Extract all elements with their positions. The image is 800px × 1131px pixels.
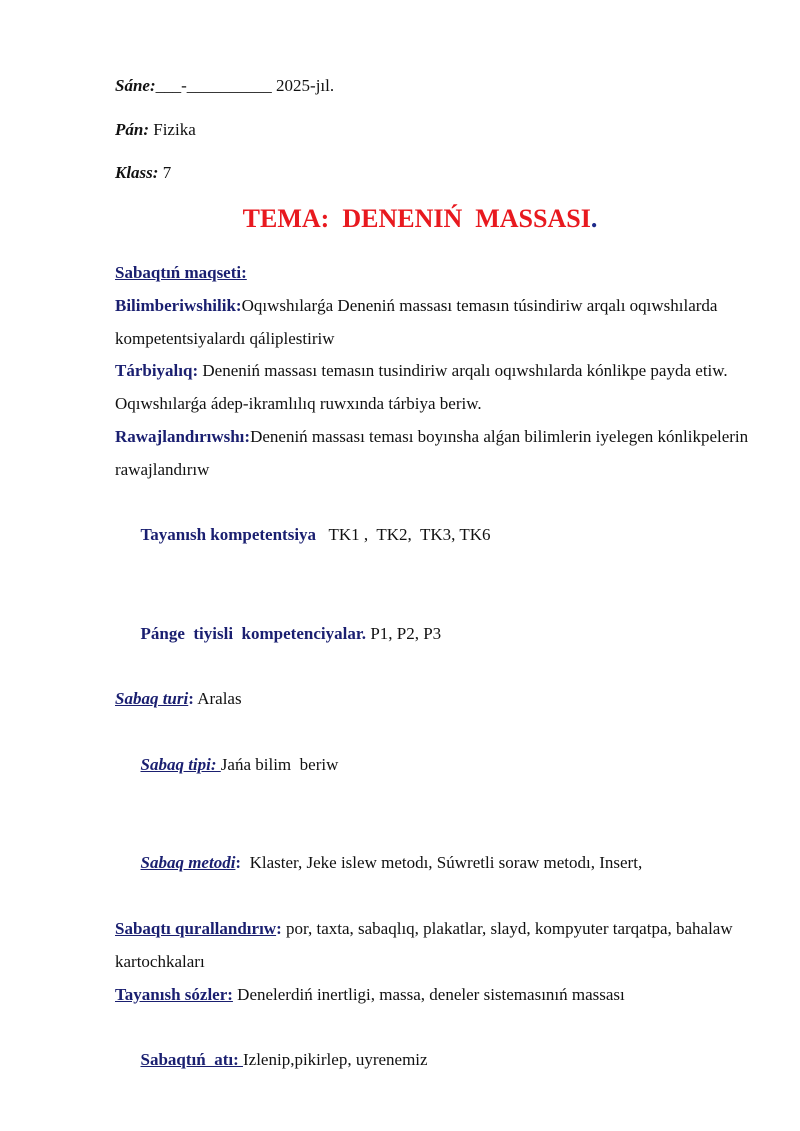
lesson-type-text: Jańa bilim beriw <box>220 754 339 774</box>
goal-heading-line <box>115 257 755 290</box>
goal-heading: Sabaqtıń maqseti: <box>115 263 247 282</box>
lesson-method <box>115 815 755 913</box>
lesson-type-label: Sabaq tipi: <box>140 754 221 774</box>
subject-label: Pán: <box>115 120 149 139</box>
subject-value: Fizika <box>149 120 196 139</box>
key-words-text: Denelerdiń inertligi, massa, deneler sistemasınıń massası <box>232 984 625 1004</box>
lesson-title-text: TEMA: DENENIŃ MASSASI <box>242 204 591 233</box>
lesson-method-colon: : <box>235 853 242 873</box>
educational-text: Oqıwshılarǵa Deneniń massası temasın túsindiriw arqalı oqıwshılarda kompetentsiyalardı qáliplestiriw <box>115 295 718 348</box>
upbringing-text: Deneniń massası temasın tusindiriw arqalı oqıwshılarda kónlikpe payda etiw. Oqıwshılarǵa ádep-ikramlılıq ruwxında tárbiya beriw. <box>115 361 728 414</box>
class-label: Klass: <box>115 163 159 182</box>
equipment-label: Sabaqtı qurallandırıw <box>115 918 277 938</box>
lesson-title-dot: . <box>590 204 598 233</box>
lesson-title <box>115 204 725 234</box>
motto-text: Izlenip,pikirlep, uyrenemiz <box>243 1050 428 1070</box>
lesson-equipment <box>115 913 755 979</box>
class-line <box>115 163 171 183</box>
equipment-colon: : <box>276 918 282 938</box>
core-competence-label: Tayanısh kompetentsiya <box>140 525 317 545</box>
lesson-method-label: Sabaq metodi <box>140 853 236 873</box>
subject-competence <box>115 585 755 683</box>
subject-competence-text: P1, P2, P3 <box>366 623 442 643</box>
lesson-plan-body <box>115 257 755 1110</box>
lesson-kind-text: Aralas <box>193 689 242 709</box>
lesson-type <box>115 716 755 814</box>
date-line <box>115 76 334 96</box>
subject-competence-label: Pánge tiyisli kompetenciyalar. <box>140 623 367 643</box>
equipment-text: por, taxta, sabaqlıq, plakatlar, slayd, kompyuter tarqatpa, bahalaw kartochkaları <box>115 918 733 971</box>
lesson-kind-label: Sabaq turi <box>115 689 189 709</box>
class-value: 7 <box>158 163 172 182</box>
educational-goal <box>115 290 755 356</box>
key-words <box>115 979 755 1012</box>
date-year: 2025-jıl. <box>271 76 335 95</box>
developing-goal <box>115 421 755 487</box>
date-blank: ___-__________ <box>155 76 272 95</box>
developing-label: Rawajlandırıwshı: <box>115 426 251 446</box>
upbringing-label: Tárbiyalıq: <box>115 361 199 381</box>
educational-label: Bilimberiwshilik: <box>115 295 242 315</box>
lesson-kind <box>115 683 755 716</box>
subject-line <box>115 120 196 140</box>
core-competence-text: TK1 , TK2, TK3, TK6 <box>316 525 491 545</box>
key-words-label: Tayanısh sózler: <box>115 984 233 1004</box>
lesson-motto <box>115 1011 755 1109</box>
core-competence <box>115 487 755 585</box>
developing-text: Deneniń massası teması boyınsha alǵan bilimlerin iyelegen kónlikpelerin rawajlandırıw <box>115 426 749 479</box>
date-label: Sáne: <box>115 76 156 95</box>
motto-label: Sabaqtıń atı: <box>140 1050 243 1070</box>
upbringing-goal <box>115 355 755 421</box>
lesson-kind-colon: : <box>188 689 194 709</box>
lesson-method-text: Klaster, Jeke islew metodı, Súwretli soraw metodı, Insert, <box>241 853 643 873</box>
